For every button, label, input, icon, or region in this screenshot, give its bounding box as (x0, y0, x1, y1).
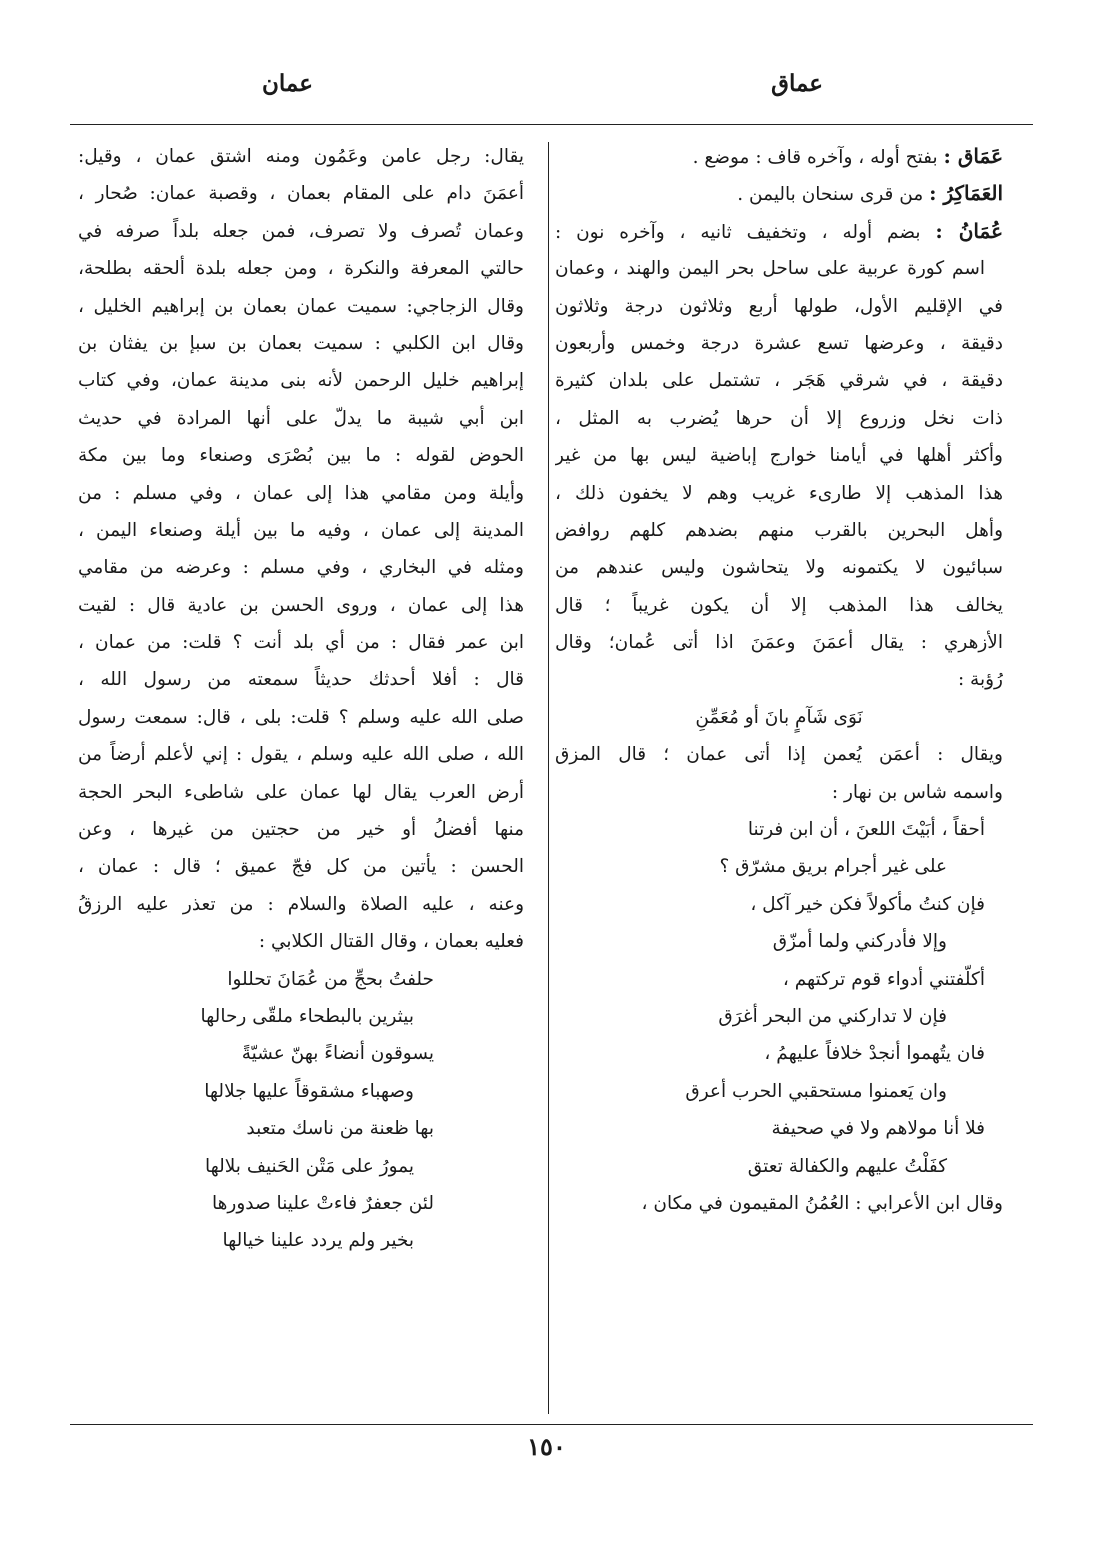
line-text: دقيقة ، في شرقي هَجَر ، تشتمل على بلدان كثيرة (555, 370, 1003, 392)
text-line (555, 661, 1003, 698)
text-line (555, 175, 1003, 212)
line-text: أحقاً ، أبَيْتَ اللعنَ ، أن ابن فرتنا (747, 819, 985, 841)
text-line (555, 549, 1003, 586)
text-line (78, 1110, 524, 1147)
line-text: لئن جعفرٌ فاءتْ علينا صدورها (212, 1192, 434, 1214)
right-column (555, 138, 1003, 1222)
line-text: قال : أفلا أحدثك حديثاً سمعته من رسول الله ، (78, 669, 524, 691)
line-text: وقال الزجاجي: سميت عمان بعمان بن إبراهيم الخليل ، (78, 295, 524, 317)
line-text: هذا إلى عمان ، وروى الحسن بن عادية قال : لقيت (78, 594, 524, 616)
line-text: وعنه ، عليه الصلاة والسلام : من تعذر عليه الرزقُ (78, 893, 524, 915)
line-text: إبراهيم خليل الرحمن لأنه بنى مدينة عمان، وفي كتاب (78, 370, 524, 392)
line-text: واسمه شاس بن نهار : (831, 781, 1003, 803)
text-line (555, 923, 1003, 960)
text-line (555, 699, 1003, 736)
text-line (78, 923, 524, 960)
text-line (78, 1073, 524, 1110)
line-text: اسم كورة عربية على ساحل بحر اليمن والهند ، وعمان (555, 258, 985, 280)
text-line (555, 848, 1003, 885)
line-text: في الإقليم الأول، طولها أربع وثلاثون درجة وثلاثون (555, 295, 1003, 317)
line-text: كفَلْتُ عليهم والكفالة تعتق (747, 1155, 947, 1177)
text-line (78, 699, 524, 736)
text-line (555, 1073, 1003, 1110)
text-line (555, 774, 1003, 811)
text-line (555, 512, 1003, 549)
text-line (555, 961, 1003, 998)
left-column (78, 138, 524, 1260)
line-text: وقال ابن الأعرابي : العُمُنُ المقيمون في مكان ، (641, 1192, 1003, 1214)
text-line (78, 886, 524, 923)
text-line (78, 961, 524, 998)
line-text: وإلا فأدركني ولما أمزّق (772, 931, 947, 953)
text-line (555, 1148, 1003, 1185)
line-text: يمورُ على مَتْن الحَنيف بلالها (204, 1155, 414, 1177)
line-text: وصهباء مشقوقاً عليها جلالها (204, 1080, 414, 1102)
text-line (78, 475, 524, 512)
text-line (555, 886, 1003, 923)
line-text: فإن كنتُ مأكولاً فكن خير آكل ، (750, 893, 985, 915)
line-text: من قرى سنحان باليمن . (737, 184, 924, 206)
text-line (555, 736, 1003, 773)
line-text: الحسن : يأتين من كل فجّ عميق ؛ قال : عمان ، (78, 856, 524, 878)
text-line (555, 250, 1003, 287)
headword: العَمَاكِرُ : (929, 181, 1003, 206)
line-text: وقال ابن الكلبي : سميت بعمان بن سبإ بن يفثان بن (78, 332, 524, 354)
text-line (555, 437, 1003, 474)
text-line (78, 736, 524, 773)
line-text: بيثرين بالبطحاء ملقّى رحالها (200, 1005, 414, 1027)
line-text: ذات نخل وزروع إلا أن حرها يُضرب به المثل ، (555, 407, 1003, 429)
text-line (555, 1110, 1003, 1147)
line-text: بخير ولم يردد علينا خيالها (222, 1230, 414, 1252)
footer-rule (70, 1424, 1033, 1425)
text-line (78, 512, 524, 549)
line-text: وأيلة ومن مقامي هذا إلى عمان ، وفي مسلم : من (78, 482, 524, 504)
text-line (78, 1222, 524, 1259)
text-line (555, 624, 1003, 661)
text-line (78, 400, 524, 437)
text-line (78, 1185, 524, 1222)
running-header-right: عماق (771, 70, 823, 97)
line-text: صلى الله عليه وسلم ؟ قلت: بلى ، قال: سمعت رسول (78, 706, 524, 728)
line-text: وان يَعمنوا مستحقبي الحرب أعرق (685, 1080, 947, 1102)
line-text: فإن لا تداركني من البحر أغرَق (718, 1005, 947, 1027)
line-text: رُؤبة : (957, 669, 1003, 691)
line-text: فان يتُهموا أنجدْ خلافاً عليهمُ ، (764, 1043, 985, 1065)
line-text: المدينة إلى عمان ، وفيه ما بين أيلة وصنعاء اليمن ، (78, 519, 524, 541)
text-line (78, 661, 524, 698)
running-header-left: عمان (262, 70, 313, 97)
text-line (555, 362, 1003, 399)
text-line (555, 325, 1003, 362)
text-line (78, 587, 524, 624)
line-text: أعمَنَ دام على المقام بعمان ، وقصبة عمان: صُحار ، (78, 183, 524, 205)
line-text: حالتي المعرفة والنكرة ، ومن جعله بلدة ألحقه بطلحة، (78, 258, 524, 280)
text-line (78, 624, 524, 661)
line-text: أكلّفتني أدواء قوم تركتهم ، (782, 968, 985, 990)
text-line (555, 998, 1003, 1035)
headword: عَمَاق : (943, 144, 1003, 168)
line-text: الحوض لقوله : ما بين بُصْرَى وصنعاء وما بين مكة (78, 445, 524, 467)
text-line (78, 138, 524, 175)
line-text: وأهل البحرين بالقرب منهم بضدهم كلهم روافض (555, 519, 1003, 541)
line-text: يسوقون أنضاءً بهنّ عشيّةً (241, 1043, 434, 1065)
line-text: الله ، صلى الله عليه وسلم ، يقول : إني لأعلم أرضاً من (78, 744, 524, 766)
line-text: يخالف هذا المذهب إلا أن يكون غريباً ؛ قال (555, 594, 1003, 616)
line-text: يقال: رجل عامن وعَمُون ومنه اشتق عمان ، وقيل: (78, 146, 524, 167)
text-line (78, 848, 524, 885)
text-line (555, 1185, 1003, 1222)
column-divider (548, 142, 549, 1414)
text-line (555, 138, 1003, 175)
line-text: ويقال : أعمَن يُعمن إذا أتى عمان ؛ قال المزق (555, 744, 1003, 766)
text-line (555, 1035, 1003, 1072)
headword: عُمَانُ : (935, 218, 1003, 243)
text-line (78, 1035, 524, 1072)
text-line (78, 250, 524, 287)
line-text: ابن عمر فقال : من أي بلد أنت ؟ قلت: من عمان ، (78, 632, 524, 654)
line-text: أرض العرب يقال لها عمان على شاطىء البحر الحجة (78, 781, 524, 803)
text-line (78, 288, 524, 325)
text-line (555, 587, 1003, 624)
line-text: دقيقة ، وعرضها تسع عشرة درجة وخمس وأربعون (555, 332, 1003, 354)
text-line (78, 362, 524, 399)
line-text: وعمان تُصرف ولا تصرف، فمن جعله بلداً صرفه في (78, 220, 524, 242)
text-line (78, 437, 524, 474)
page-number: ١٥٠ (527, 1432, 566, 1461)
line-text: على غير أجرام بريق مشرّق ؟ (719, 856, 947, 878)
text-line (78, 213, 524, 250)
line-text: فعليه بعمان ، وقال القتال الكلابي : (258, 931, 524, 953)
header-rule (70, 124, 1033, 125)
text-line (555, 288, 1003, 325)
text-line (78, 549, 524, 586)
line-text: بها ظعنة من ناسك متعبد (246, 1118, 434, 1140)
line-text: ومثله في البخاري ، وفي مسلم : وعرضه من مقامي (78, 557, 524, 579)
line-text: منها أفضلُ أو خير من حجتين من غيرها ، وعن (78, 819, 524, 841)
text-line (555, 811, 1003, 848)
text-line (78, 325, 524, 362)
text-line (78, 175, 524, 212)
line-text: ابن أبي شيبة ما يدلّ على أنها المرادة في حديث (78, 407, 524, 429)
line-text: نَوَى شَآمٍ بانَ أو مُعَمِّنِ (695, 706, 863, 728)
line-text: حلفتُ بحجِّ من عُمَانَ تحللوا (227, 968, 434, 990)
line-text: هذا المذهب إلا طارىء غريب وهم لا يخفون ذلك ، (555, 482, 1003, 504)
line-text: سبائيون لا يكتمونه ولا يتحاشون وليس عندهم من (555, 557, 1003, 579)
line-text: وأكثر أهلها في أيامنا خوارج إباضية ليس بها من غير (555, 445, 1003, 467)
line-text: بضم أوله ، وتخفيف ثانيه ، وآخره نون : (555, 221, 921, 243)
text-line (78, 1148, 524, 1185)
line-text: الأزهري : يقال أعمَنَ وعمَنَ اذا أتى عُمان؛ وقال (555, 632, 1003, 654)
text-line (555, 213, 1003, 250)
text-line (78, 998, 524, 1035)
line-text: بفتح أوله ، وآخره قاف : موضع . (692, 147, 938, 168)
text-line (555, 400, 1003, 437)
text-line (78, 774, 524, 811)
text-line (555, 475, 1003, 512)
line-text: فلا أنا مولاهم ولا في صحيفة (771, 1118, 985, 1140)
text-line (78, 811, 524, 848)
